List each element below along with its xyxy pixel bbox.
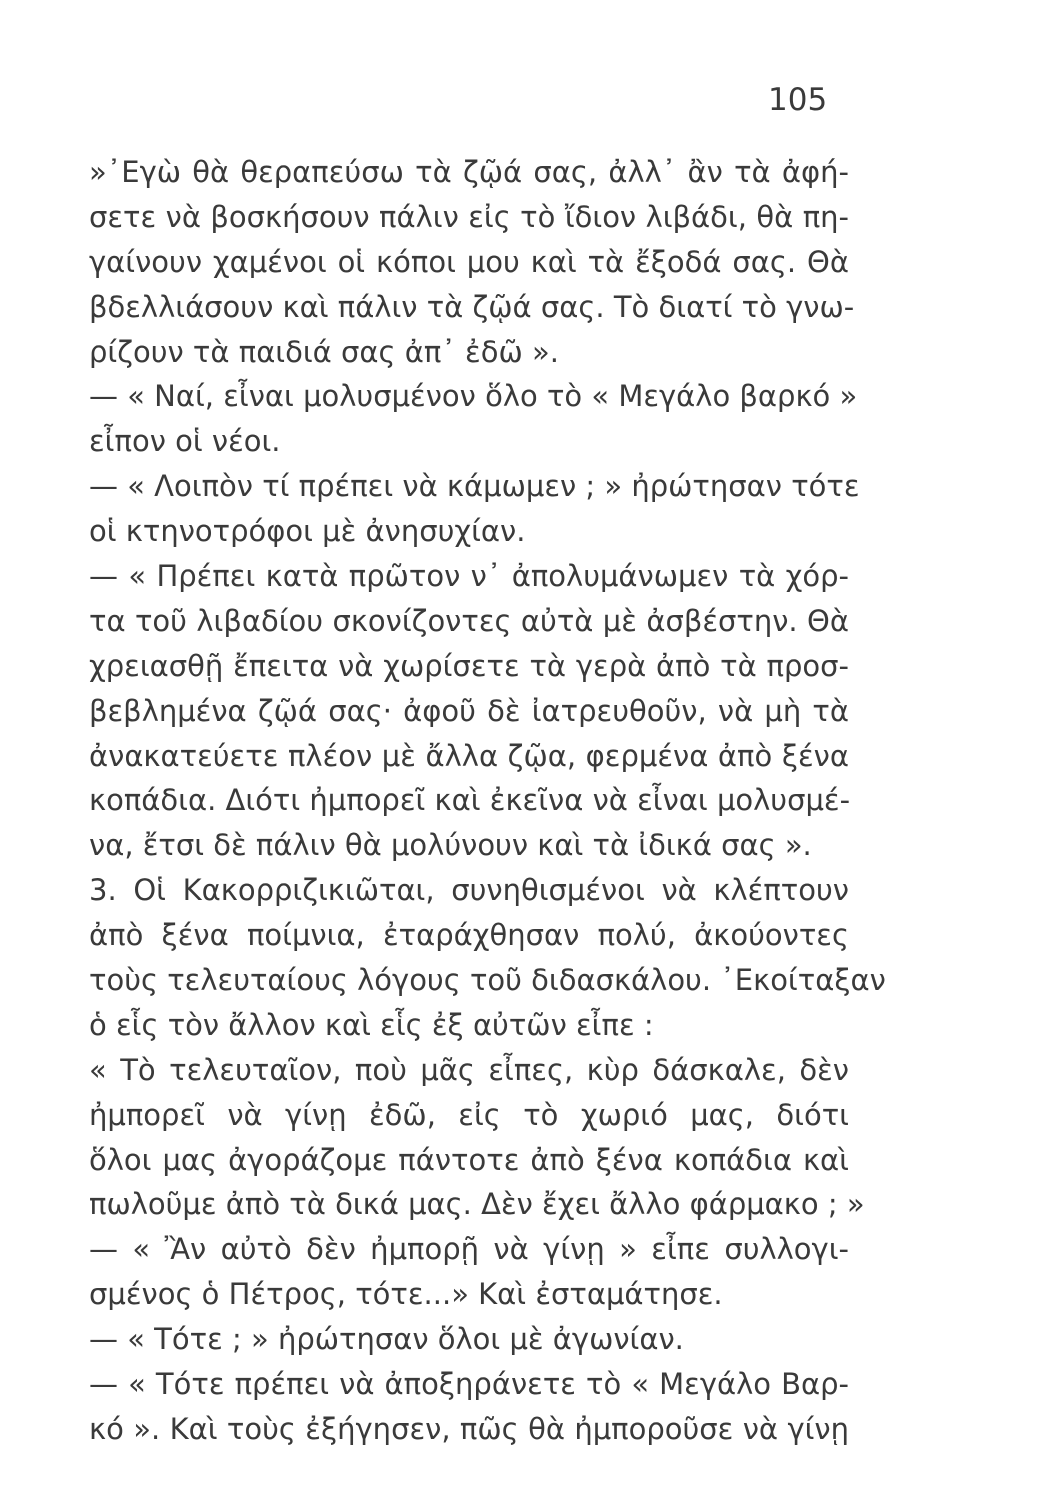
text-line: βδελλιάσουν καὶ πάλιν τὰ ζῷά σας. Τὸ διατί τὸ γνω-: [89, 289, 855, 324]
text-line: σετε νὰ βοσκήσουν πάλιν εἰς τὸ ἴδιον λιβάδι, θὰ πη-: [89, 199, 849, 234]
text-line: — « Πρέπει κατὰ πρῶτον ν᾿ ἀπολυμάνωμεν τὰ χόρ-: [89, 559, 849, 594]
text-line: γαίνουν χαμένοι οἱ κόποι μου καὶ τὰ ἔξοδά σας. Θὰ: [89, 244, 849, 279]
text-line: — « Λοιπὸν τί πρέπει νὰ κάμωμεν ; » ἠρώτησαν τότε: [89, 469, 860, 504]
text-line: τα τοῦ λιβαδίου σκονίζοντες αὐτὰ μὲ ἀσβέστην. Θὰ: [89, 603, 849, 638]
page-number: 105: [768, 82, 828, 118]
text-line: να, ἔτσι δὲ πάλιν θὰ μολύνουν καὶ τὰ ἰδικά σας ».: [89, 828, 812, 863]
text-line: εἶπον οἱ νέοι.: [89, 424, 281, 459]
text-line: — « Ναί, εἶναι μολυσμένον ὅλο τὸ « Μεγάλο βαρκό »: [89, 379, 858, 414]
body-text: [89, 150, 886, 1452]
text-line: σμένος ὁ Πέτρος, τότε...» Καὶ ἐσταμάτησε.: [89, 1277, 723, 1312]
text-line: — « Τότε πρέπει νὰ ἀποξηράνετε τὸ « Μεγάλο Βαρ-: [89, 1367, 849, 1402]
text-line: πωλοῦμε ἀπὸ τὰ δικά μας. Δὲν ἔχει ἄλλο φάρμακο ; »: [89, 1187, 865, 1222]
text-line: κοπάδια. Διότι ἠμπορεῖ καὶ ἐκεῖνα νὰ εἶναι μολυσμέ-: [89, 783, 851, 818]
text-line: 3. Οἱ Κακορριζικιῶται, συνηθισμένοι νὰ κλέπτουν: [89, 873, 849, 908]
text-line: — « Τότε ; » ἠρώτησαν ὅλοι μὲ ἀγωνίαν.: [89, 1322, 684, 1357]
text-line: βεβλημένα ζῷά σας· ἀφοῦ δὲ ἰατρευθοῦν, νὰ μὴ τὰ: [89, 693, 849, 728]
text-line: ρίζουν τὰ παιδιά σας ἀπ᾿ ἐδῶ ».: [89, 334, 559, 369]
text-line: ὁ εἷς τὸν ἄλλον καὶ εἷς ἐξ αὐτῶν εἶπε :: [89, 1007, 654, 1042]
text-line: »᾿Εγὼ θὰ θεραπεύσω τὰ ζῷά σας, ἀλλ᾿ ἂν τὰ ἀφή-: [89, 155, 849, 189]
text-line: ἀπὸ ξένα ποίμνια, ἐταράχθησαν πολύ, ἀκούοντες: [89, 918, 849, 953]
text-line: — « Ἂν αὐτὸ δὲν ἠμπορῇ νὰ γίνῃ » εἶπε συλλογι-: [89, 1232, 849, 1267]
text-line: χρειασθῇ ἔπειτα νὰ χωρίσετε τὰ γερὰ ἀπὸ τὰ προσ-: [89, 648, 849, 683]
text-line: ἀνακατεύετε πλέον μὲ ἄλλα ζῷα, φερμένα ἀπὸ ξένα: [89, 738, 849, 773]
text-line: ὅλοι μας ἀγοράζομε πάντοτε ἀπὸ ξένα κοπάδια καὶ: [89, 1142, 849, 1177]
text-line: ἠμπορεῖ νὰ γίνῃ ἐδῶ, εἰς τὸ χωριό μας, διότι: [89, 1097, 849, 1132]
text-line: κό ». Καὶ τοὺς ἐξήγησεν, πῶς θὰ ἠμποροῦσε νὰ γίνῃ: [89, 1411, 849, 1446]
text-line: οἱ κτηνοτρόφοι μὲ ἀνησυχίαν.: [89, 514, 526, 549]
text-line: « Τὸ τελευταῖον, ποὺ μᾶς εἶπες, κὺρ δάσκαλε, δὲν: [89, 1052, 849, 1087]
text-line: τοὺς τελευταίους λόγους τοῦ διδασκάλου. ᾿Εκοίταξαν: [89, 963, 886, 998]
